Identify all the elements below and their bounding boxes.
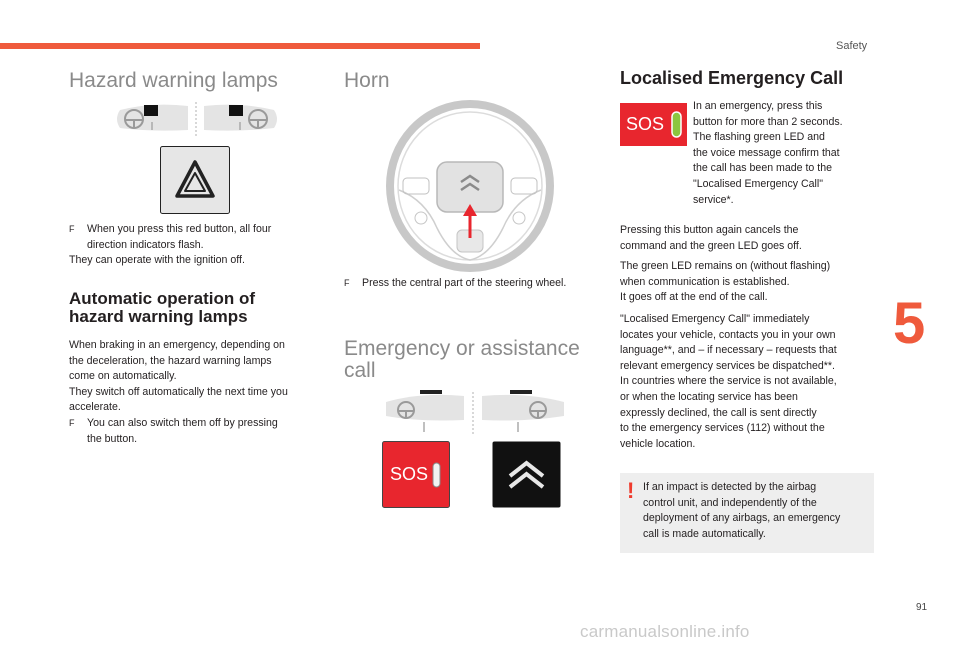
text-line: They switch off automatically the next time you (69, 385, 288, 398)
text-line: "Localised Emergency Call" (693, 177, 823, 190)
text-line: If an impact is detected by the airbag (643, 481, 817, 493)
text-line: relevant emergency services be dispatched**. (620, 359, 835, 372)
text-line: When you press this red button, all four (87, 223, 272, 235)
text-line: locates your vehicle, contacts you in your own (620, 328, 836, 341)
bullet-marker: F (344, 278, 350, 288)
title-line: call (344, 359, 376, 382)
text-line: In countries where the service is not available, (620, 375, 837, 388)
text-line: the deceleration, the hazard warning lamps (69, 354, 272, 367)
text-line: direction indicators flash. (87, 238, 204, 251)
text-line: the voice message confirm that (693, 146, 840, 159)
text-line: to the emergency services (112) without the (620, 422, 825, 435)
title-line: Emergency or assistance (344, 337, 580, 360)
text-line: You can also switch them off by pressing (87, 416, 278, 429)
localised-intro (693, 99, 873, 208)
auto-hazard-subtitle (69, 290, 255, 326)
subtitle-line: hazard warning lamps (69, 307, 248, 326)
text-line: It goes off at the end of the call. (620, 291, 768, 304)
header-accent-bar (0, 43, 480, 49)
text-line: The flashing green LED and (693, 131, 825, 144)
text-line: button for more than 2 seconds. (693, 115, 843, 128)
dashboard-illustration (112, 100, 282, 140)
text-line: In an emergency, press this (693, 100, 823, 112)
page-number: 91 (916, 602, 928, 613)
hazard-title: Hazard warning lamps (69, 69, 278, 92)
locate-text (620, 312, 878, 452)
bullet-marker: F (69, 417, 75, 428)
chapter-number: 5 (893, 291, 926, 356)
led-text (620, 259, 878, 306)
sos-label-small: SOS (626, 114, 665, 134)
horn-title: Horn (344, 69, 390, 92)
cancel-text (620, 223, 878, 254)
watermark: carmanualsonline.info (580, 622, 750, 641)
text-line: language**, and – if necessary – requests that (620, 344, 837, 357)
text-line: vehicle location. (620, 437, 696, 450)
text-line: Press the central part of the steering wheel. (362, 277, 567, 289)
text-line: deployment of any airbags, an emergency (643, 512, 841, 525)
text-line: when communication is established. (620, 275, 790, 288)
text-line: Pressing this button again cancels the (620, 224, 799, 236)
subtitle-line: Automatic operation of (69, 289, 256, 308)
text-line: expressly declined, the call is sent directly (620, 406, 817, 419)
sos-button-small (620, 103, 687, 146)
roof-console-illustration (380, 388, 570, 436)
hazard-bullet (69, 222, 319, 269)
text-line: When braking in an emergency, depending on (69, 339, 285, 351)
sos-button (382, 441, 450, 508)
text-line: call is made automatically. (643, 527, 766, 540)
text-line: or when the locating service has been (620, 390, 798, 403)
horn-bullet (344, 276, 614, 292)
auto-hazard-text (69, 338, 324, 447)
localised-call-title: Localised Emergency Call (620, 68, 844, 88)
text-line: accelerate. (69, 401, 121, 414)
text-line: The green LED remains on (without flashing) (620, 260, 831, 272)
text-line: "Localised Emergency Call" immediately (620, 313, 810, 325)
assistance-button (492, 441, 561, 508)
section-label: Safety (836, 40, 868, 52)
sos-label: SOS (390, 464, 429, 484)
warning-icon: ! (627, 478, 635, 503)
text-line: the call has been made to the (693, 162, 832, 175)
text-line: come on automatically. (69, 370, 177, 383)
steering-wheel-illustration (385, 100, 555, 272)
note-text (643, 480, 840, 542)
hazard-button (160, 146, 230, 214)
text-line: service*. (693, 193, 734, 206)
emergency-title (344, 338, 580, 382)
text-line: the button. (87, 432, 138, 445)
bullet-marker: F (69, 224, 75, 234)
text-line: They can operate with the ignition off. (69, 254, 245, 267)
text-line: command and the green LED goes off. (620, 239, 802, 252)
text-line: control unit, and independently of the (643, 496, 817, 509)
